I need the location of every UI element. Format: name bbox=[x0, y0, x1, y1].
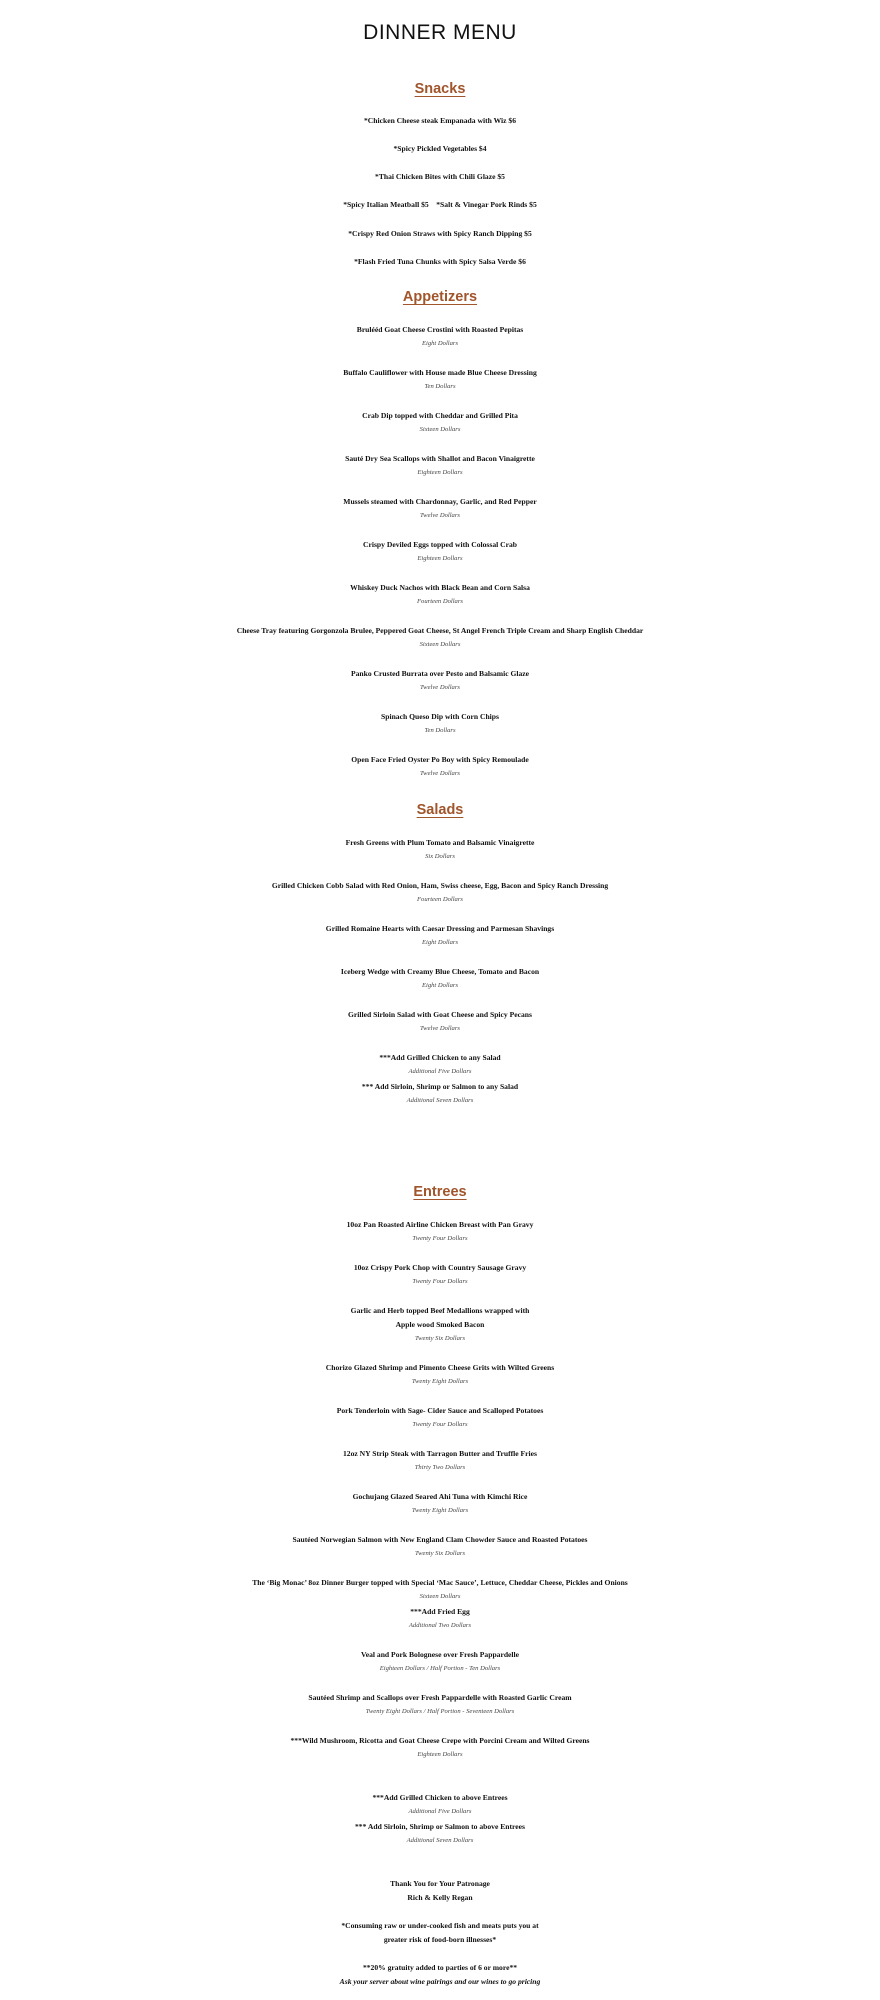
appetizer-price: Twelve Dollars bbox=[420, 770, 460, 777]
appetizer-price: Eight Dollars bbox=[421, 340, 459, 347]
appetizer-price: Twelve Dollars bbox=[420, 684, 460, 691]
entree-name-line2: Apple wood Smoked Bacon bbox=[395, 1320, 485, 1329]
food-safety-warning-line2: greater risk of food-born illnesses* bbox=[383, 1935, 497, 1944]
salad-name: Grilled Chicken Cobb Salad with Red Onion, Ham, Swiss cheese, Egg, Bacon and Spicy Ranch Dressing bbox=[271, 881, 609, 890]
entree-name: 10oz Crispy Pork Chop with Country Sausage Gravy bbox=[353, 1263, 527, 1272]
snack-item: *Chicken Cheese steak Empanada with Wiz $6 bbox=[363, 116, 517, 125]
entree-addon-price: Additional Seven Dollars bbox=[406, 1837, 474, 1844]
appetizer-price: Sixteen Dollars bbox=[419, 426, 461, 433]
salad-addon-name: ***Add Grilled Chicken to any Salad bbox=[379, 1053, 501, 1062]
thank-you-note: Thank You for Your Patronage bbox=[390, 1879, 490, 1888]
appetizer-price: Twelve Dollars bbox=[420, 512, 460, 519]
salads-heading: Salads bbox=[416, 802, 464, 818]
entrees-heading: Entrees bbox=[413, 1184, 467, 1200]
salad-name: Grilled Sirloin Salad with Goat Cheese and Spicy Pecans bbox=[348, 1010, 532, 1019]
entree-addon-price: Additional Five Dollars bbox=[408, 1808, 472, 1815]
snack-item: *Thai Chicken Bites with Chili Glaze $5 bbox=[375, 172, 505, 181]
appetizer-name: Panko Crusted Burrata over Pesto and Balsamic Glaze bbox=[350, 669, 530, 678]
entree-name: ***Wild Mushroom, Ricotta and Goat Cheese Crepe with Porcini Cream and Wilted Greens bbox=[290, 1736, 590, 1745]
appetizer-name: Crispy Deviled Eggs topped with Colossal Crab bbox=[363, 540, 517, 549]
salad-name: Fresh Greens with Plum Tomato and Balsamic Vinaigrette bbox=[345, 838, 535, 847]
entree-price: Twenty Four Dollars bbox=[412, 1421, 468, 1428]
appetizer-name: Brulééd Goat Cheese Crostini with Roasted Pepitas bbox=[356, 325, 524, 334]
salad-name: Grilled Romaine Hearts with Caesar Dressing and Parmesan Shavings bbox=[325, 924, 555, 933]
appetizer-name: Open Face Fried Oyster Po Boy with Spicy Remoulade bbox=[351, 755, 529, 764]
page-title: DINNER MENU bbox=[363, 21, 517, 44]
entree-addon-name: *** Add Sirloin, Shrimp or Salmon to above Entrees bbox=[355, 1822, 525, 1831]
entree-price: Eighteen Dollars / Half Portion - Ten Dollars bbox=[379, 1665, 501, 1672]
entree-name: 12oz NY Strip Steak with Tarragon Butter and Truffle Fries bbox=[343, 1449, 537, 1458]
snacks-heading: Snacks bbox=[414, 81, 466, 97]
burger-addon-price: Additional Two Dollars bbox=[408, 1622, 472, 1629]
appetizers-heading: Appetizers bbox=[402, 289, 478, 305]
entree-name: Pork Tenderloin with Sage- Cider Sauce and Scalloped Potatoes bbox=[336, 1406, 544, 1415]
snack-item: *Spicy Italian Meatball $5 *Salt & Vinegar Pork Rinds $5 bbox=[343, 200, 537, 209]
entree-price: Eighteen Dollars bbox=[417, 1751, 463, 1758]
appetizer-name: Cheese Tray featuring Gorgonzola Brulee, Peppered Goat Cheese, St Angel French Triple Cream and Sharp English Cheddar bbox=[236, 626, 644, 635]
snack-item: *Flash Fried Tuna Chunks with Spicy Salsa Verde $6 bbox=[354, 257, 526, 266]
entree-name: Sautéed Shrimp and Scallops over Fresh Pappardelle with Roasted Garlic Cream bbox=[308, 1693, 572, 1702]
entree-price: Twenty Four Dollars bbox=[412, 1235, 468, 1242]
salad-addon-price: Additional Five Dollars bbox=[408, 1068, 472, 1075]
salad-price: Six Dollars bbox=[425, 853, 455, 860]
entree-price: Twenty Six Dollars bbox=[414, 1550, 466, 1557]
appetizer-price: Eighteen Dollars bbox=[417, 469, 463, 476]
appetizer-name: Buffalo Cauliflower with House made Blue Cheese Dressing bbox=[343, 368, 537, 377]
entree-price: Twenty Four Dollars bbox=[412, 1278, 468, 1285]
entree-name: Gochujang Glazed Seared Ahi Tuna with Kimchi Rice bbox=[352, 1492, 528, 1501]
burger-addon-name: ***Add Fried Egg bbox=[410, 1607, 470, 1616]
entree-name: The ‘Big Monac’ 8oz Dinner Burger topped with Special ‘Mac Sauce’, Lettuce, Cheddar Cheese, Pickles and Onions bbox=[252, 1578, 628, 1587]
salad-price: Eight Dollars bbox=[421, 939, 459, 946]
entree-price: Thirty Two Dollars bbox=[414, 1464, 466, 1471]
appetizer-price: Eighteen Dollars bbox=[417, 555, 463, 562]
snack-item: *Crispy Red Onion Straws with Spicy Ranch Dipping $5 bbox=[348, 229, 532, 238]
salad-price: Eight Dollars bbox=[421, 982, 459, 989]
entree-name: Garlic and Herb topped Beef Medallions wrapped with bbox=[350, 1306, 530, 1315]
entree-price: Sixteen Dollars bbox=[419, 1593, 461, 1600]
entree-name: 10oz Pan Roasted Airline Chicken Breast with Pan Gravy bbox=[346, 1220, 534, 1229]
entree-name: Chorizo Glazed Shrimp and Pimento Cheese Grits with Wilted Greens bbox=[325, 1363, 555, 1372]
appetizer-price: Ten Dollars bbox=[424, 727, 456, 734]
appetizer-name: Sauté Dry Sea Scallops with Shallot and Bacon Vinaigrette bbox=[345, 454, 535, 463]
entree-price: Twenty Six Dollars bbox=[414, 1335, 466, 1342]
gratuity-note: **20% gratuity added to parties of 6 or more** bbox=[362, 1963, 518, 1972]
salad-addon-price: Additional Seven Dollars bbox=[406, 1097, 474, 1104]
appetizer-name: Mussels steamed with Chardonnay, Garlic, and Red Pepper bbox=[343, 497, 537, 506]
appetizer-price: Fourteen Dollars bbox=[417, 598, 463, 605]
salad-addon-name: *** Add Sirloin, Shrimp or Salmon to any Salad bbox=[361, 1082, 519, 1091]
entree-addon-name: ***Add Grilled Chicken to above Entrees bbox=[372, 1793, 508, 1802]
salad-name: Iceberg Wedge with Creamy Blue Cheese, Tomato and Bacon bbox=[340, 967, 540, 976]
appetizer-name: Spinach Queso Dip with Corn Chips bbox=[381, 712, 499, 721]
appetizer-price: Ten Dollars bbox=[424, 383, 456, 390]
entree-price: Twenty Eight Dollars bbox=[411, 1378, 469, 1385]
snack-item: *Spicy Pickled Vegetables $4 bbox=[393, 144, 487, 153]
salad-price: Fourteen Dollars bbox=[417, 896, 463, 903]
entree-name: Veal and Pork Bolognese over Fresh Pappardelle bbox=[360, 1650, 520, 1659]
appetizer-price: Sixteen Dollars bbox=[419, 641, 461, 648]
entree-price: Twenty Eight Dollars / Half Portion - Seventeen Dollars bbox=[365, 1708, 515, 1715]
appetizer-name: Whiskey Duck Nachos with Black Bean and Corn Salsa bbox=[350, 583, 530, 592]
food-safety-warning: *Consuming raw or under-cooked fish and meats puts you at bbox=[341, 1921, 539, 1930]
entree-name: Sautéed Norwegian Salmon with New England Clam Chowder Sauce and Roasted Potatoes bbox=[292, 1535, 588, 1544]
owners-names: Rich & Kelly Regan bbox=[407, 1893, 473, 1902]
entree-price: Twenty Eight Dollars bbox=[411, 1507, 469, 1514]
appetizer-name: Crab Dip topped with Cheddar and Grilled Pita bbox=[362, 411, 518, 420]
salad-price: Twelve Dollars bbox=[420, 1025, 460, 1032]
wine-pairing-note: Ask your server about wine pairings and our wines to go pricing bbox=[339, 1977, 541, 1986]
